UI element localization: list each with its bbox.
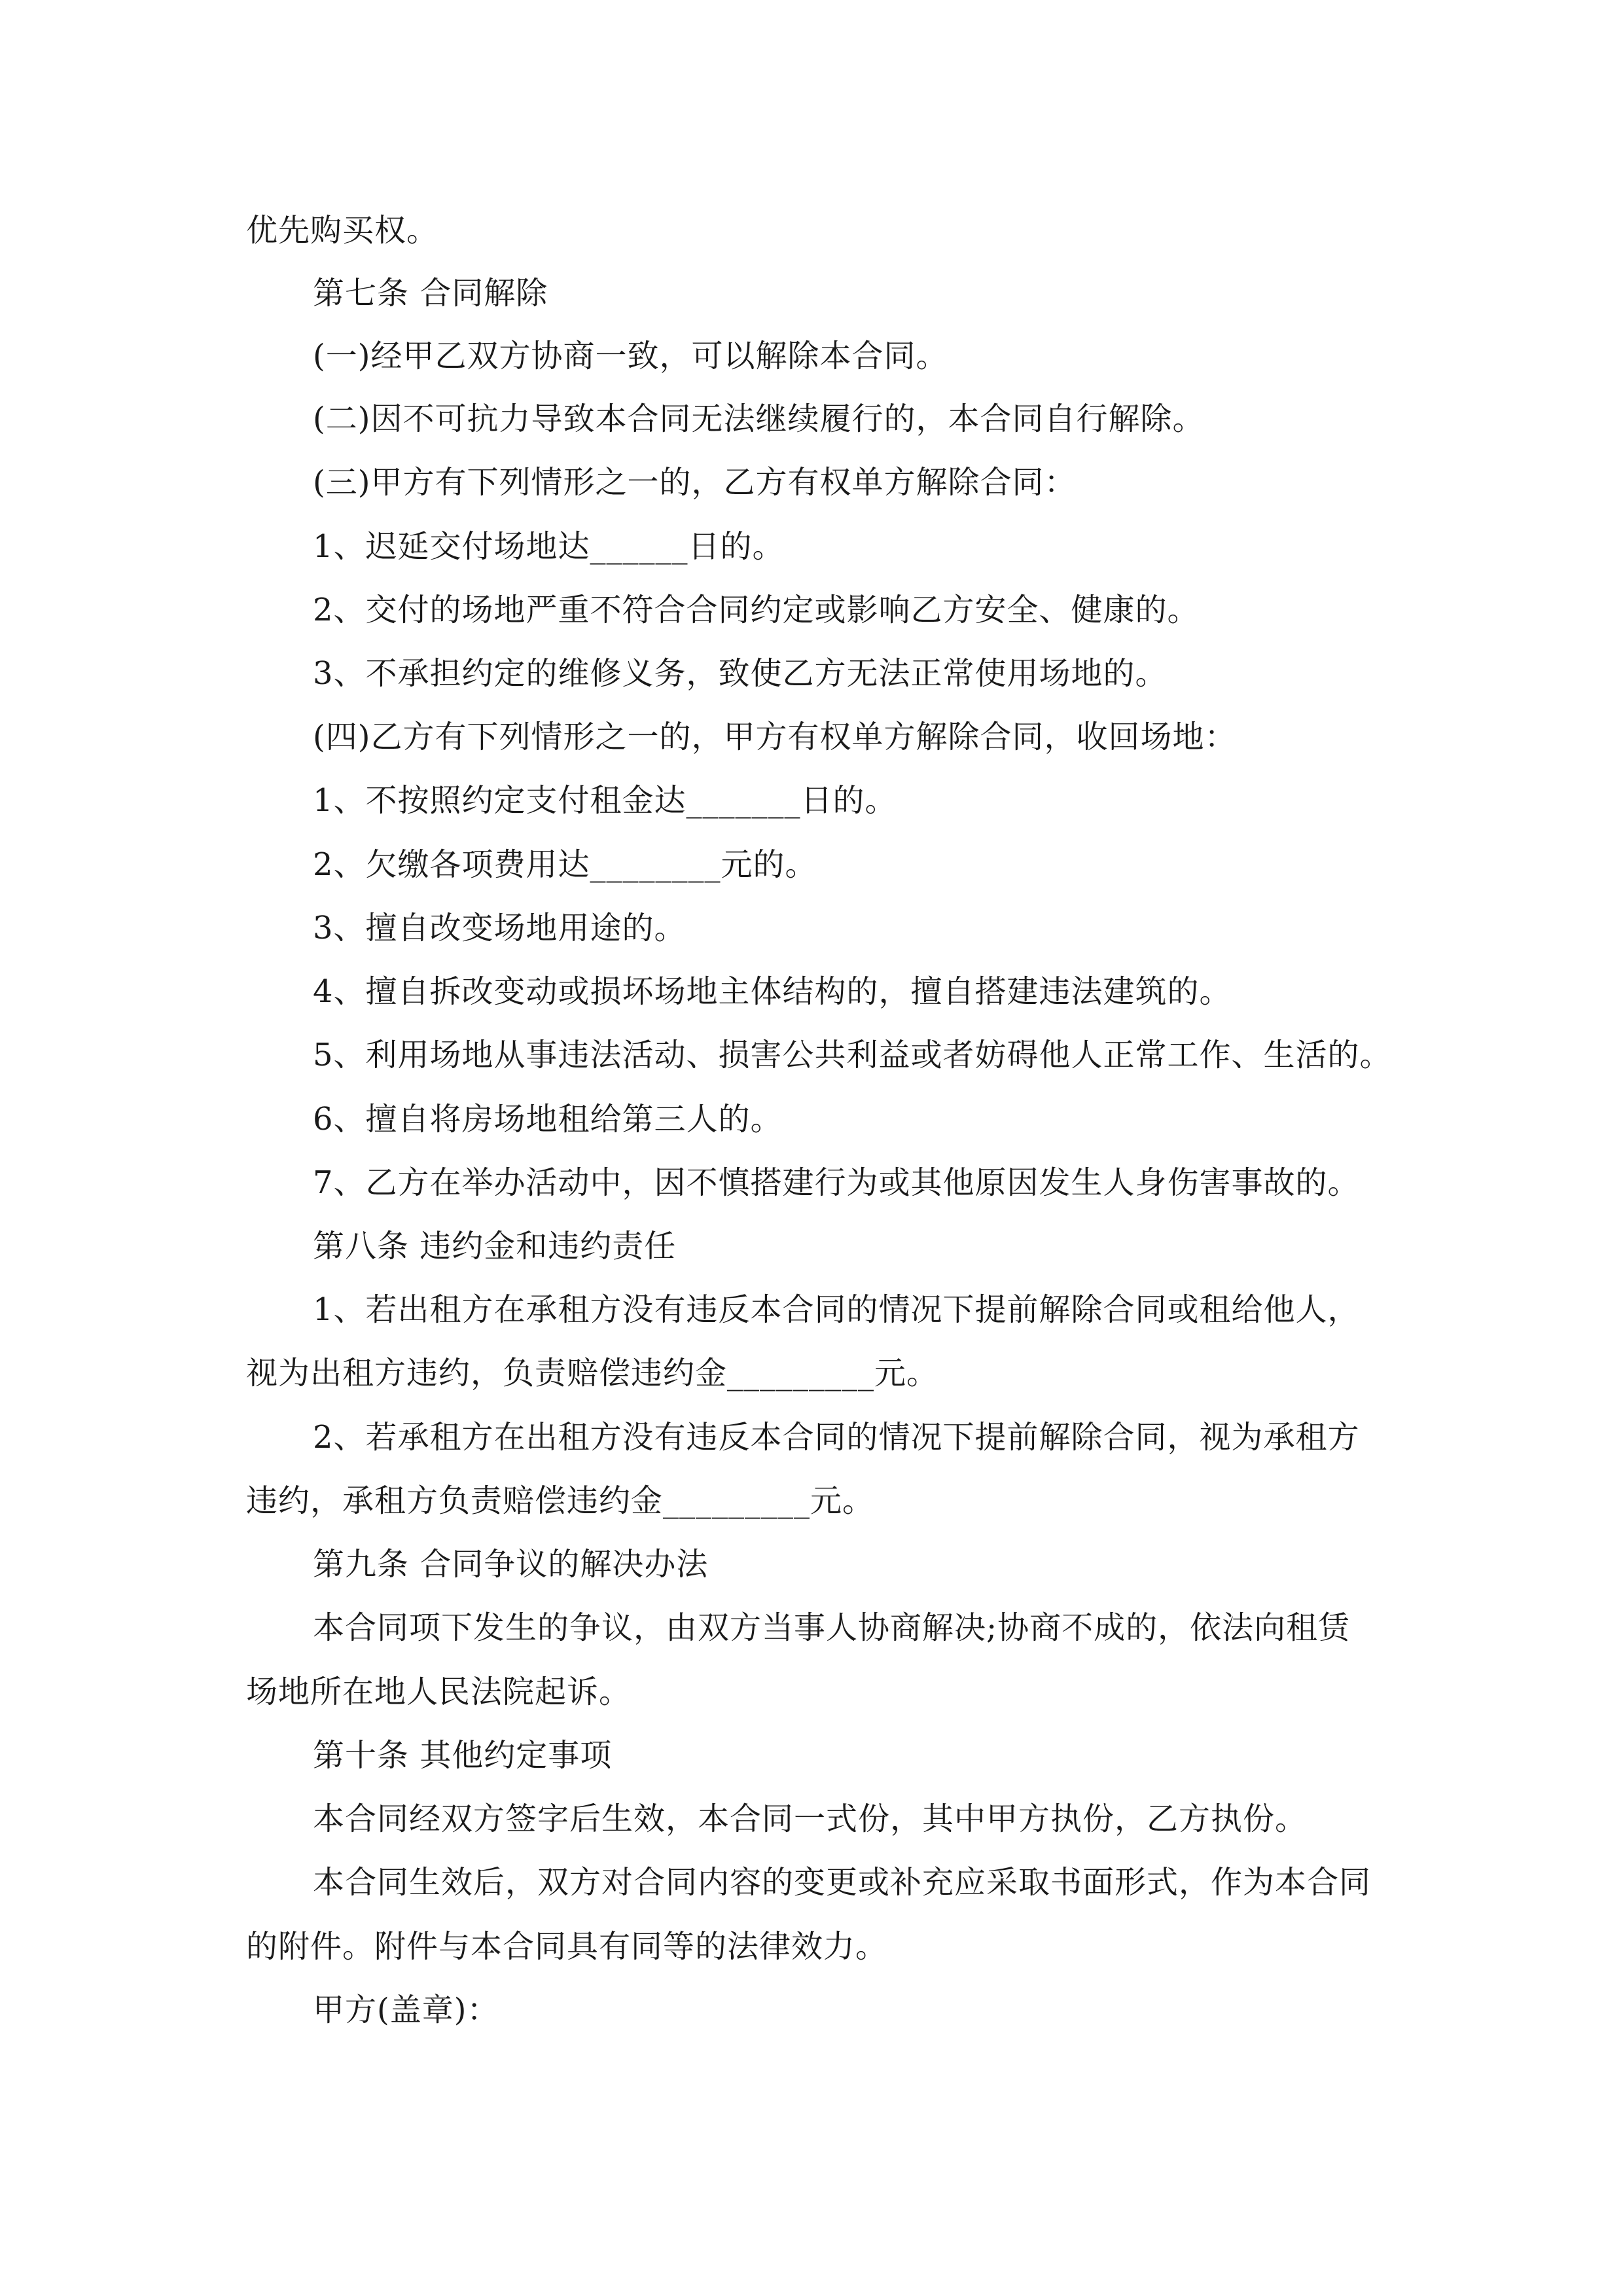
paragraph-line: (一)经甲乙双方协商一致，可以解除本合同。: [313, 338, 948, 374]
paragraph-line: 1、若出租方在承租方没有违反本合同的情况下提前解除合同或租给他人，: [313, 1291, 1360, 1328]
paragraph-line: 视为出租方违约，负责赔偿违约金_________元。: [246, 1355, 939, 1391]
paragraph-line: 违约，承租方负责赔偿违约金_________元。: [246, 1482, 875, 1519]
paragraph-line: (三)甲方有下列情形之一的，乙方有权单方解除合同：: [313, 464, 1077, 501]
paragraph-line: 的附件。附件与本合同具有同等的法律效力。: [246, 1928, 888, 1965]
signature-label: 甲方(盖章)：: [313, 1992, 499, 2028]
paragraph-line: 优先购买权。: [246, 212, 439, 249]
paragraph-line: 4、擅自拆改变动或损坏场地主体结构的，擅自搭建违法建筑的。: [313, 973, 1232, 1010]
paragraph-line: 2、若承租方在出租方没有违反本合同的情况下提前解除合同，视为承租方: [313, 1419, 1360, 1456]
paragraph-line: 本合同生效后，双方对合同内容的变更或补充应采取书面形式，作为本合同: [313, 1864, 1372, 1901]
article-heading: 第八条 违约金和违约责任: [313, 1228, 677, 1265]
article-heading: 第七条 合同解除: [313, 275, 548, 312]
paragraph-line: 1、迟延交付场地达______日的。: [313, 528, 785, 565]
paragraph-line: 3、擅自改变场地用途的。: [313, 910, 687, 946]
article-heading: 第十条 其他约定事项: [313, 1737, 613, 1774]
paragraph-line: 5、利用场地从事违法活动、损害公共利益或者妨碍他人正常工作、生活的。: [313, 1037, 1392, 1073]
paragraph-line: 2、交付的场地严重不符合合同约定或影响乙方安全、健康的。: [313, 592, 1200, 628]
paragraph-line: (四)乙方有下列情形之一的，甲方有权单方解除合同，收回场地：: [313, 719, 1237, 755]
paragraph-line: 本合同经双方签字后生效，本合同一式份，其中甲方执份，乙方执份。: [313, 1801, 1308, 1837]
paragraph-line: 6、擅自将房场地租给第三人的。: [313, 1101, 783, 1138]
paragraph-line: 2、欠缴各项费用达________元的。: [313, 846, 817, 883]
paragraph-line: 7、乙方在举办活动中，因不慎搭建行为或其他原因发生人身伤害事故的。: [313, 1164, 1360, 1201]
article-heading: 第九条 合同争议的解决办法: [313, 1546, 709, 1583]
paragraph-line: 3、不承担约定的维修义务，致使乙方无法正常使用场地的。: [313, 655, 1168, 692]
paragraph-line: 场地所在地人民法院起诉。: [246, 1674, 632, 1710]
paragraph-line: 1、不按照约定支付租金达_______日的。: [313, 782, 897, 819]
paragraph-line: (二)因不可抗力导致本合同无法继续履行的，本合同自行解除。: [313, 401, 1205, 437]
paragraph-line: 本合同项下发生的争议，由双方当事人协商解决;协商不成的，依法向租赁: [313, 1609, 1351, 1646]
